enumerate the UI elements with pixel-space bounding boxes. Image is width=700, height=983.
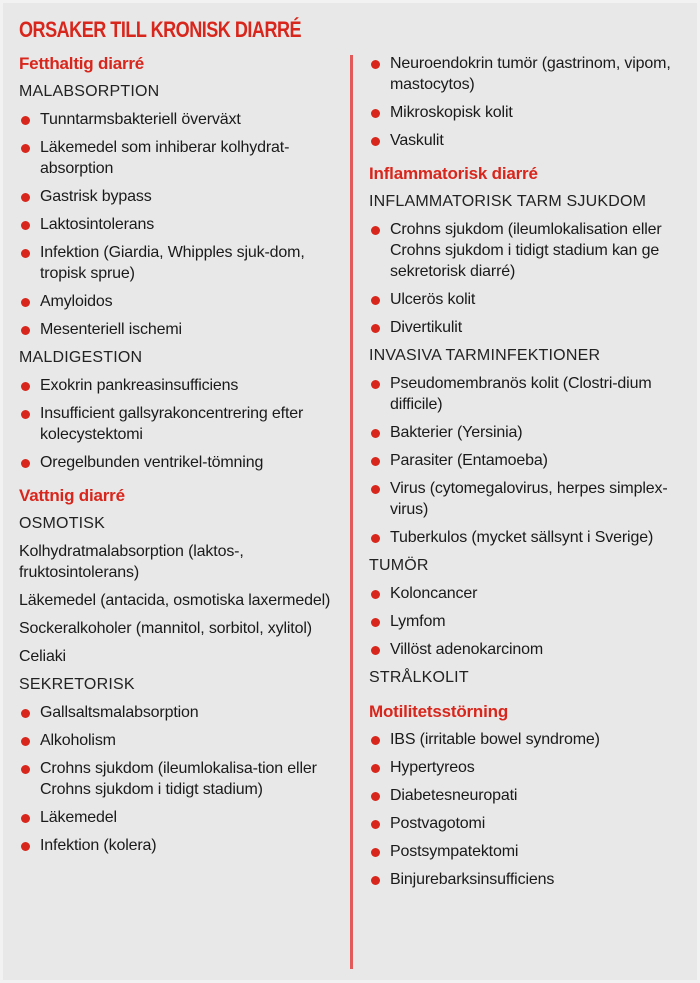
list-item: Binjurebarksinsufficiens bbox=[369, 869, 689, 890]
box-title: ORSAKER TILL KRONISK DIARRÉ bbox=[19, 17, 302, 42]
list-item: Koloncancer bbox=[369, 583, 689, 604]
list-item: Mikroskopisk kolit bbox=[369, 102, 689, 123]
list-item: Tunntarmsbakteriell överväxt bbox=[19, 109, 344, 130]
bullet-icon bbox=[21, 410, 30, 419]
bullet-icon bbox=[371, 646, 380, 655]
bullet-icon bbox=[21, 326, 30, 335]
bullet-icon bbox=[371, 848, 380, 857]
bullet-icon bbox=[371, 60, 380, 69]
list-item: Gallsaltsmalabsorption bbox=[19, 702, 344, 723]
list-maldigestion bbox=[19, 375, 344, 473]
bullet-icon bbox=[371, 736, 380, 745]
list-item: Crohns sjukdom (ileumlokalisation eller Crohns sjukdom i tidigt stadium kan ge sekretorisk diarré) bbox=[369, 219, 689, 282]
bullet-icon bbox=[21, 842, 30, 851]
bullet-icon bbox=[371, 618, 380, 627]
subheading-sekretorisk: SEKRETORISK bbox=[19, 676, 135, 693]
category-heading-inflammatorisk: Inflammatorisk diarré bbox=[369, 164, 538, 183]
list-item: Amyloidos bbox=[19, 291, 344, 312]
subheading-malabsorption: MALABSORPTION bbox=[19, 83, 160, 100]
bullet-icon bbox=[21, 249, 30, 258]
bullet-icon bbox=[21, 814, 30, 823]
plain-item: Celiaki bbox=[19, 648, 66, 665]
bullet-icon bbox=[21, 221, 30, 230]
list-sekretorisk bbox=[19, 702, 344, 856]
category-heading-vattnig: Vattnig diarré bbox=[19, 486, 125, 505]
list-item: Villöst adenokarcinom bbox=[369, 639, 689, 660]
list-item: Lymfom bbox=[369, 611, 689, 632]
plain-item: Sockeralkoholer (mannitol, sorbitol, xylitol) bbox=[19, 620, 312, 637]
bullet-icon bbox=[371, 457, 380, 466]
plain-item: Läkemedel (antacida, osmotiska laxermedel) bbox=[19, 592, 331, 609]
left-column bbox=[19, 53, 344, 863]
list-item: Vaskulit bbox=[369, 130, 689, 151]
subheading-invasiva: INVASIVA TARMINFEKTIONER bbox=[369, 347, 601, 364]
bullet-icon bbox=[21, 144, 30, 153]
bullet-icon bbox=[21, 459, 30, 468]
list-invasiva bbox=[369, 373, 689, 548]
list-motilitet bbox=[369, 729, 689, 890]
list-malabsorption bbox=[19, 109, 344, 340]
bullet-icon bbox=[21, 737, 30, 746]
subheading-maldigestion: MALDIGESTION bbox=[19, 349, 143, 366]
list-item: Hypertyreos bbox=[369, 757, 689, 778]
list-item: Ulcerös kolit bbox=[369, 289, 689, 310]
bullet-icon bbox=[371, 226, 380, 235]
list-tumor bbox=[369, 583, 689, 660]
list-sekretorisk-continued bbox=[369, 53, 689, 151]
plain-item: Kolhydratmalabsorption (laktos-, fruktosintolerans) bbox=[19, 543, 244, 581]
category-heading-motilitet: Motilitetsstörning bbox=[369, 702, 508, 721]
list-item: Bakterier (Yersinia) bbox=[369, 422, 689, 443]
bullet-icon bbox=[21, 765, 30, 774]
bullet-icon bbox=[371, 137, 380, 146]
list-item: Gastrisk bypass bbox=[19, 186, 344, 207]
fact-box bbox=[3, 3, 697, 980]
list-item: Pseudomembranös kolit (Clostri-dium difficile) bbox=[369, 373, 689, 415]
bullet-icon bbox=[371, 296, 380, 305]
list-item: Tuberkulos (mycket sällsynt i Sverige) bbox=[369, 527, 689, 548]
bullet-icon bbox=[21, 298, 30, 307]
list-item: Infektion (Giardia, Whipples sjuk-dom, tropisk sprue) bbox=[19, 242, 344, 284]
list-item: Crohns sjukdom (ileumlokalisa-tion eller Crohns sjukdom i tidigt stadium) bbox=[19, 758, 344, 800]
list-item: Virus (cytomegalovirus, herpes simplex-virus) bbox=[369, 478, 689, 520]
bullet-icon bbox=[371, 429, 380, 438]
bullet-icon bbox=[371, 324, 380, 333]
list-item: Insufficient gallsyrakoncentrering efter kolecystektomi bbox=[19, 403, 344, 445]
list-item: Divertikulit bbox=[369, 317, 689, 338]
list-item: Oregelbunden ventrikel-tömning bbox=[19, 452, 344, 473]
list-item: Diabetesneuropati bbox=[369, 785, 689, 806]
list-item: IBS (irritable bowel syndrome) bbox=[369, 729, 689, 750]
list-item: Parasiter (Entamoeba) bbox=[369, 450, 689, 471]
subheading-osmotisk: OSMOTISK bbox=[19, 515, 106, 532]
category-heading-fetthaltig: Fetthaltig diarré bbox=[19, 54, 145, 73]
bullet-icon bbox=[21, 193, 30, 202]
bullet-icon bbox=[371, 764, 380, 773]
right-column bbox=[369, 53, 689, 897]
bullet-icon bbox=[371, 820, 380, 829]
list-item: Postsympatektomi bbox=[369, 841, 689, 862]
bullet-icon bbox=[21, 382, 30, 391]
list-item: Laktosintolerans bbox=[19, 214, 344, 235]
bullet-icon bbox=[371, 485, 380, 494]
list-item: Mesenteriell ischemi bbox=[19, 319, 344, 340]
column-divider bbox=[350, 55, 353, 969]
list-item: Läkemedel bbox=[19, 807, 344, 828]
bullet-icon bbox=[21, 709, 30, 718]
list-item: Alkoholism bbox=[19, 730, 344, 751]
bullet-icon bbox=[371, 590, 380, 599]
bullet-icon bbox=[371, 109, 380, 118]
bullet-icon bbox=[371, 534, 380, 543]
subheading-stralkolit: STRÅLKOLIT bbox=[369, 669, 469, 686]
list-ibd bbox=[369, 219, 689, 338]
list-item: Neuroendokrin tumör (gastrinom, vipom, mastocytos) bbox=[369, 53, 689, 95]
subheading-ibd: INFLAMMATORISK TARM SJUKDOM bbox=[369, 193, 647, 210]
list-item: Läkemedel som inhiberar kolhydrat-absorption bbox=[19, 137, 344, 179]
subheading-tumor: TUMÖR bbox=[369, 557, 429, 574]
list-item: Postvagotomi bbox=[369, 813, 689, 834]
bullet-icon bbox=[371, 792, 380, 801]
list-item: Exokrin pankreasinsufficiens bbox=[19, 375, 344, 396]
bullet-icon bbox=[21, 116, 30, 125]
bullet-icon bbox=[371, 876, 380, 885]
list-item: Infektion (kolera) bbox=[19, 835, 344, 856]
bullet-icon bbox=[371, 380, 380, 389]
